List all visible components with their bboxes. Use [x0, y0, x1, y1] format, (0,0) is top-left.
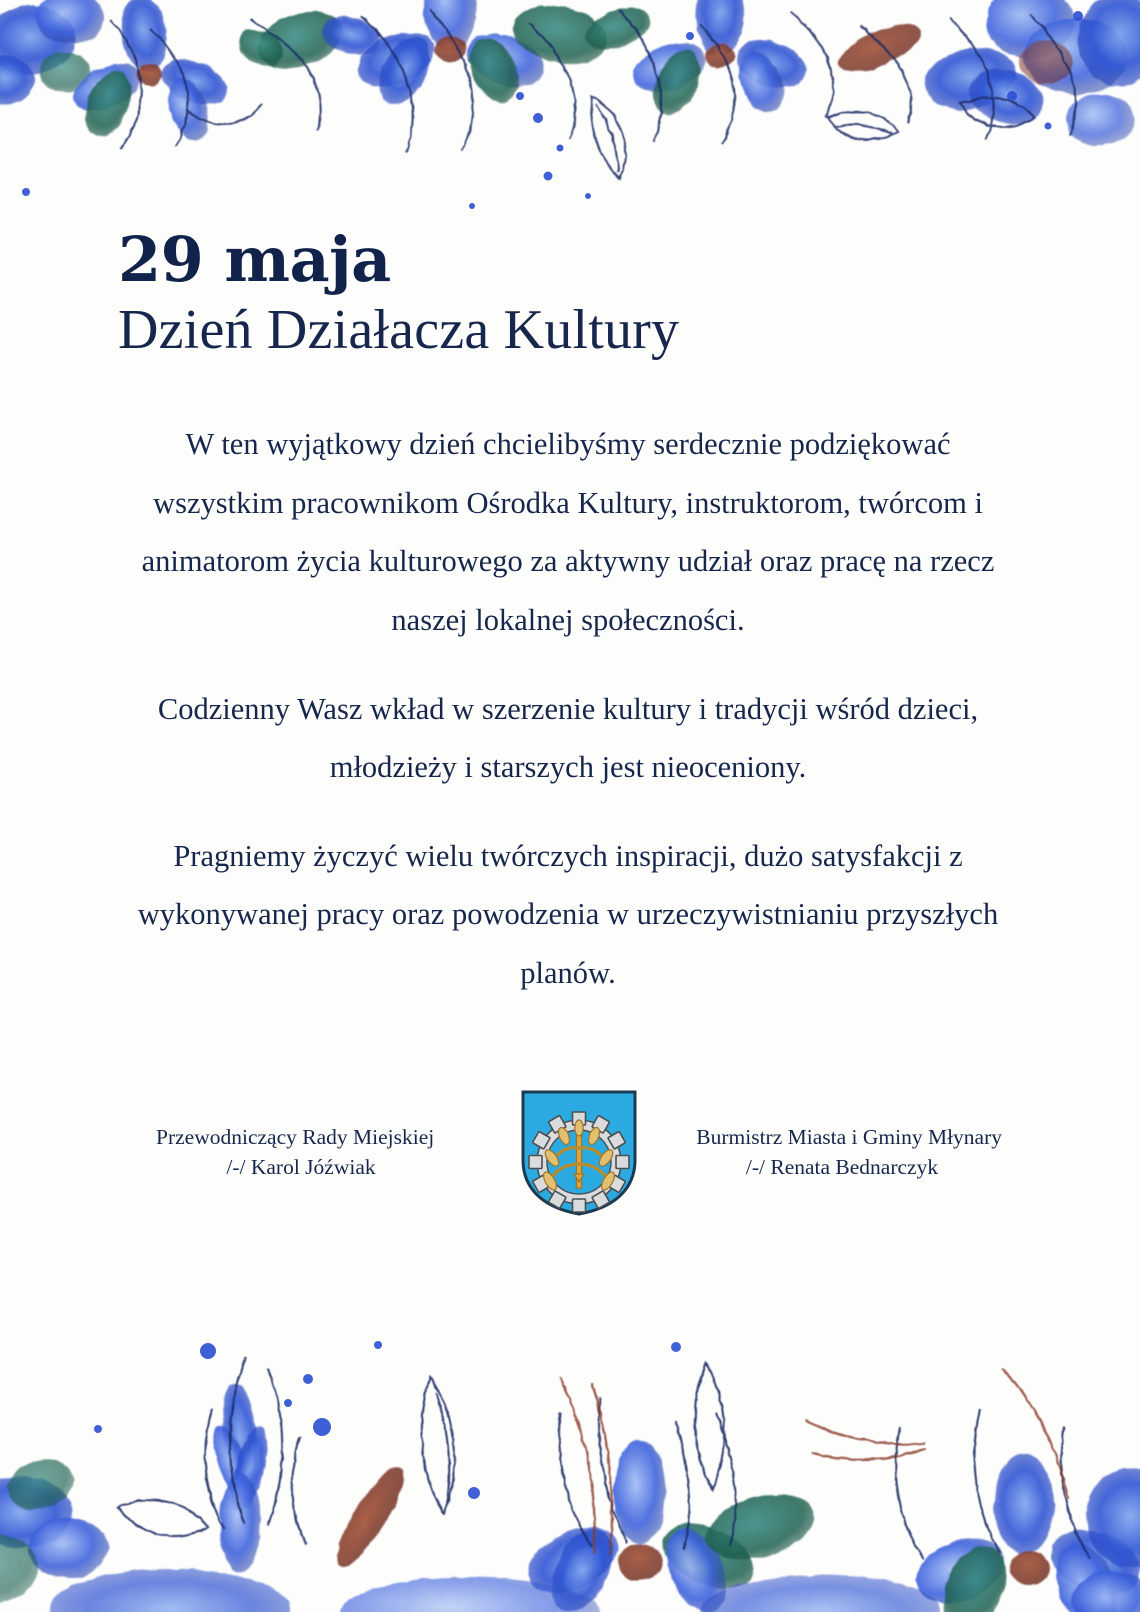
headline-title: Dzień Działacza Kultury — [118, 299, 680, 362]
signature-chairman — [110, 1122, 508, 1183]
floral-border-top — [0, 0, 1140, 215]
signature-mayor-role: Burmistrz Miasta i Gminy Młynary — [696, 1124, 1002, 1149]
floral-border-bottom — [0, 1317, 1140, 1612]
signature-chairman-name: /-/ Karol Jóźwiak — [226, 1155, 376, 1180]
paragraph-contribution: Codzienny Wasz wkład w szerzenie kultury i tradycji wśród dzieci, młodzieży i starszych jest nieoceniony. — [157, 691, 979, 785]
heading-block — [70, 223, 1070, 363]
paragraph-wishes: Pragniemy życzyć wielu twórczych inspiracji, dużo satysfakcji z wykonywanej pracy oraz powodzenia w urzeczywistnianiu przyszłych planów. — [137, 838, 999, 990]
paragraph-gratitude: W ten wyjątkowy dzień chcielibyśmy serdecznie podziękować wszystkim pracownikom Ośrodka Kultury, instruktorom, twórcom i animatorom życia kulturowego za aktywny udział oraz pracę na rzecz naszej lokalnej społeczności. — [141, 427, 995, 637]
signature-mayor-name: /-/ Renata Bednarczyk — [745, 1155, 939, 1180]
headline-date: 29 maja — [118, 223, 391, 296]
body-copy — [70, 415, 1070, 1002]
coat-of-arms-icon — [518, 1088, 640, 1216]
signature-mayor — [650, 1122, 1030, 1183]
signature-chairman-role: Przewodniczący Rady Miejskiej — [156, 1124, 435, 1149]
signature-row — [70, 1088, 1070, 1216]
poster-content — [0, 223, 1140, 1216]
